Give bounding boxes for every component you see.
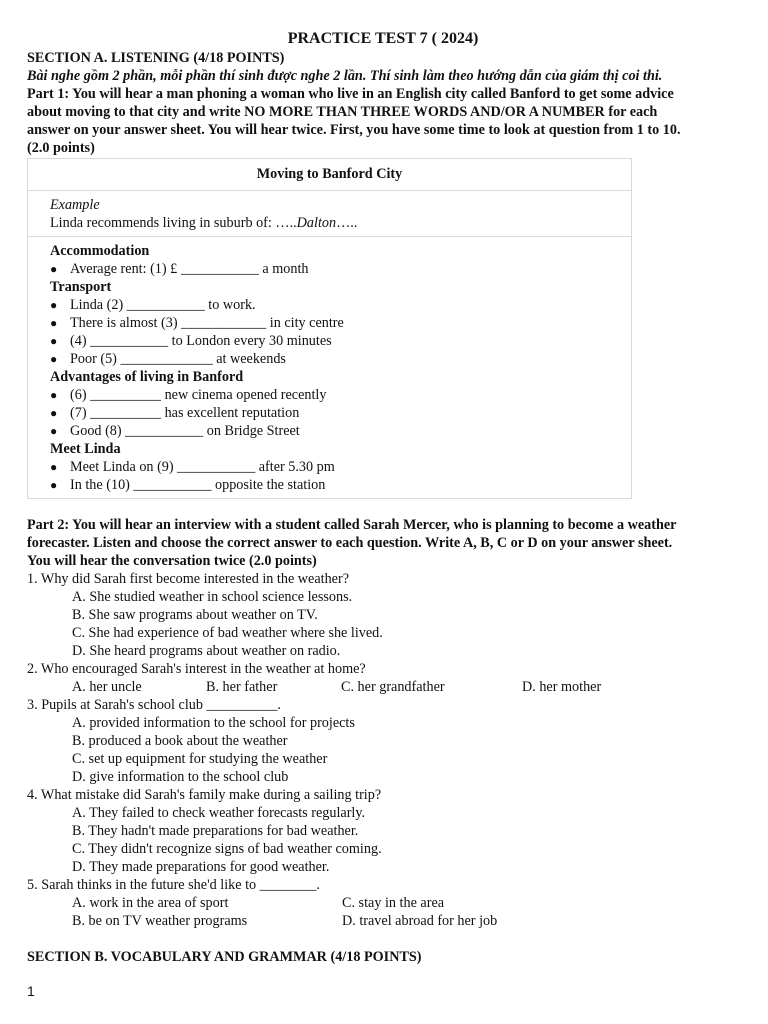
page-number: 1 xyxy=(27,983,35,999)
option: C. set up equipment for studying the weather xyxy=(72,751,328,767)
option: B. her father xyxy=(206,679,278,695)
bullet-icon: ● xyxy=(50,316,58,330)
option: A. They failed to check weather forecasts regularly. xyxy=(72,805,366,821)
note-item xyxy=(50,386,631,404)
question-1: 1. Why did Sarah first become interested in the weather? xyxy=(27,571,349,587)
bullet-icon: ● xyxy=(50,262,58,276)
options-row xyxy=(27,894,727,912)
note-item-text: Linda (2) ___________ to work. xyxy=(70,297,256,313)
note-item-text: Average rent: (1) £ ___________ a month xyxy=(70,261,309,277)
part1-instruction-line3: answer on your answer sheet. You will hear twice. First, you have some time to look at question from 1 to 10. xyxy=(27,122,681,138)
option: B. be on TV weather programs xyxy=(72,913,248,929)
group-heading-advantages: Advantages of living in Banford xyxy=(50,369,244,385)
option: D. travel abroad for her job xyxy=(342,913,498,929)
question-5: 5. Sarah thinks in the future she'd like to ________. xyxy=(27,877,320,893)
bullet-icon: ● xyxy=(50,334,58,348)
note-item-text: (6) __________ new cinema opened recently xyxy=(70,387,327,403)
section-b-heading: SECTION B. VOCABULARY AND GRAMMAR (4/18 POINTS) xyxy=(27,949,422,965)
question-2: 2. Who encouraged Sarah's interest in the weather at home? xyxy=(27,661,366,677)
note-item-text: Poor (5) _____________ at weekends xyxy=(70,351,286,367)
group-heading-meet-linda: Meet Linda xyxy=(50,441,121,457)
bullet-icon: ● xyxy=(50,298,58,312)
bullet-icon: ● xyxy=(50,352,58,366)
note-item xyxy=(50,314,631,332)
option: A. work in the area of sport xyxy=(72,895,229,911)
option: C. stay in the area xyxy=(342,895,445,911)
option: D. give information to the school club xyxy=(72,769,289,785)
instruction-vietnamese: Bài nghe gồm 2 phần, mỗi phần thí sinh được nghe 2 lần. Thí sinh làm theo hướng dẫn của giám thị coi thi. xyxy=(27,68,663,84)
options-row xyxy=(27,912,727,930)
note-item-text: Meet Linda on (9) ___________ after 5.30 pm xyxy=(70,459,335,475)
option: A. She studied weather in school science lessons. xyxy=(72,589,353,605)
box-title: Moving to Banford City xyxy=(28,159,631,191)
part2-instruction-line3: You will hear the conversation twice (2.0 points) xyxy=(27,553,317,569)
note-item-text: (4) ___________ to London every 30 minutes xyxy=(70,333,332,349)
example-answer: Dalton xyxy=(296,215,337,231)
note-item-text: (7) __________ has excellent reputation xyxy=(70,405,300,421)
part2-instruction-line1: Part 2: You will hear an interview with a student called Sarah Mercer, who is planning to become a weather xyxy=(27,517,677,533)
example-suffix: ….. xyxy=(336,215,358,231)
question-4: 4. What mistake did Sarah's family make during a sailing trip? xyxy=(27,787,382,803)
question-3: 3. Pupils at Sarah's school club __________. xyxy=(27,697,281,713)
option: C. her grandfather xyxy=(341,679,445,695)
example-label: Example xyxy=(50,197,100,213)
note-item-text: Good (8) ___________ on Bridge Street xyxy=(70,423,300,439)
group-heading-transport: Transport xyxy=(50,279,112,295)
note-completion-box xyxy=(27,158,632,499)
bullet-icon: ● xyxy=(50,460,58,474)
option: A. provided information to the school for projects xyxy=(72,715,355,731)
bullet-icon: ● xyxy=(50,478,58,492)
note-item xyxy=(50,458,631,476)
example-prefix: Linda recommends living in suburb of: ….. xyxy=(50,215,297,231)
note-item xyxy=(50,476,631,494)
part1-instruction-line2: about moving to that city and write NO MORE THAN THREE WORDS AND/OR A NUMBER for each xyxy=(27,104,658,120)
bullet-icon: ● xyxy=(50,388,58,402)
part2-instruction-line2: forecaster. Listen and choose the correct answer to each question. Write A, B, C or D on your answer sheet. xyxy=(27,535,673,551)
option: C. They didn't recognize signs of bad weather coming. xyxy=(72,841,382,857)
part1-instruction-line1: Part 1: You will hear a man phoning a woman who live in an English city called Banford to get some advice xyxy=(27,86,674,102)
option: D. They made preparations for good weather. xyxy=(72,859,330,875)
option: B. They hadn't made preparations for bad weather. xyxy=(72,823,359,839)
page-title: PRACTICE TEST 7 ( 2024) xyxy=(287,30,479,47)
option: D. She heard programs about weather on radio. xyxy=(72,643,341,659)
example-section xyxy=(28,191,631,237)
option: D. her mother xyxy=(522,679,602,695)
options-row xyxy=(27,678,727,696)
bullet-icon: ● xyxy=(50,424,58,438)
note-item xyxy=(50,260,631,278)
example-line xyxy=(50,214,631,232)
note-item xyxy=(50,422,631,440)
note-item-text: There is almost (3) ____________ in city centre xyxy=(70,315,344,331)
note-item-text: In the (10) ___________ opposite the station xyxy=(70,477,326,493)
option: A. her uncle xyxy=(72,679,142,695)
option: C. She had experience of bad weather where she lived. xyxy=(72,625,383,641)
notes-section xyxy=(28,237,631,498)
group-heading-accommodation: Accommodation xyxy=(50,243,150,259)
note-item xyxy=(50,404,631,422)
part1-instruction-line4: (2.0 points) xyxy=(27,140,95,156)
section-a-heading: SECTION A. LISTENING (4/18 POINTS) xyxy=(27,50,285,66)
note-item xyxy=(50,296,631,314)
bullet-icon: ● xyxy=(50,406,58,420)
option: B. She saw programs about weather on TV. xyxy=(72,607,318,623)
note-item xyxy=(50,332,631,350)
option: B. produced a book about the weather xyxy=(72,733,288,749)
note-item xyxy=(50,350,631,368)
